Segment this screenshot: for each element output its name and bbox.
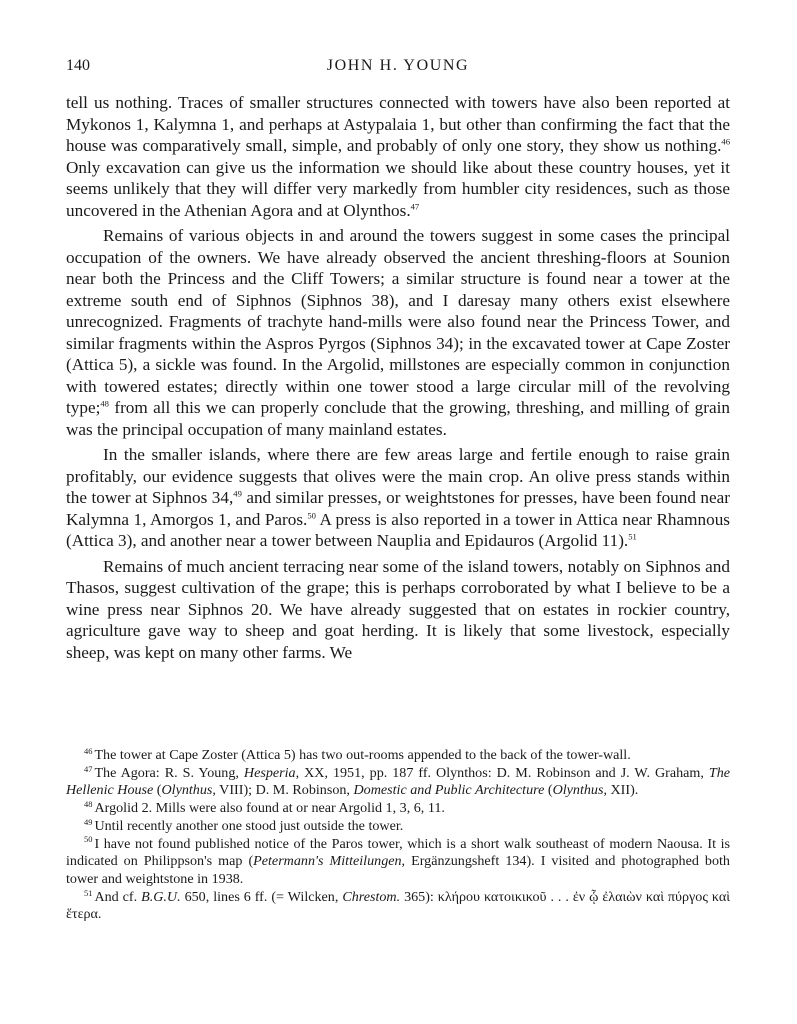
- footnote-ref[interactable]: 47: [410, 201, 420, 212]
- footnote-48: $^{48}$ Argolid 2. Mills were also found at or near Argolid 1, 3, 6, 11.: [84, 799, 445, 817]
- paragraph-2: Remains of various objects in and around the towers suggest in some cases the principal occupation of the owners. We have already observed the ancient threshing-floors at Sounion near both the Princess and the Cliff Towers; a similar structure is found near a tower at the extreme south end of Siphnos (Siphnos 38), and I daresay many others exist elsewhere unrecognized. Fragments of trachyte hand-mills were also found near the Princess Tower, and similar fragments within the Aspros Pyrgos (Siphnos 34); in the excavated tower at Cape Zoster (Attica 5), a sickle was found. In the Argolid, millstones are especially common in conjunction with towered estates; directly within one tower stood a large circular mill of the revolving type;$^{48}$ from all this we can properly conclude that the growing, threshing, and milling of grain was the principal occupation of many mainland estates.: [66, 226, 730, 439]
- footnote-ref[interactable]: 49: [233, 488, 242, 499]
- footnote-50: $^{50}$ I have not found published notice of the Paros tower, which is a short walk southeast of modern Naousa. It is indicated on Philippson's map (Petermann's Mitteilungen, Ergänzungsheft 134). I visited and photographed both tower and weightstone in 1938.: [66, 834, 730, 887]
- footnote-ref[interactable]: 51: [628, 531, 637, 542]
- paragraph-3: In the smaller islands, where there are few areas large and fertile enough to raise grain profitably, our evidence suggests that olives were the main crop. An olive press stands within the tower at Siphnos 34,49 and similar presses, or weightstones for presses, have been found near Kalymna 1, Amorgos 1, and Paros.$^{50}$ A press is also reported in a tower in Attica near Rhamnous (Attica 3), and another near a tower between Nauplia and Epidauros (Argolid 11).$^{51}$: [66, 445, 730, 550]
- paragraph-1: tell us nothing. Traces of smaller structures connected with towers have also been reported at Mykonos 1, Kalymna 1, and perhaps at Astypalaia 1, but other than confirming the fact that the house was comparatively small, simple, and probably of only one story, they show us nothing.$^{46}$ Only excavation can give us the information we should like about these country houses, yet it seems unlikely that they will differ very markedly from humbler city residences, such as those uncovered in the Athenian Agora and at Olynthos.$^{47}$: [66, 93, 730, 220]
- page-header: [66, 57, 730, 81]
- footnote-49: $^{49}$ Until recently another one stood just outside the tower.: [84, 816, 404, 834]
- footnote-ref[interactable]: 50: [307, 510, 316, 521]
- footnotes: [66, 747, 730, 924]
- footnote-47: $^{47}$ The Agora: R. S. Young, Hesperia, XX, 1951, pp. 187 ff. Olynthos: D. M. Robinson and J. W. Graham, The Hellenic House (Olynthus, VIII); D. M. Robinson, Domestic and Public Architecture (Olynthus, XII).: [66, 763, 730, 799]
- footnote-46: $^{46}$ The tower at Cape Zoster (Attica 5) has two out-rooms appended to the back of the tower-wall.: [84, 745, 631, 763]
- page-number: 140: [66, 57, 90, 74]
- paragraph-4: Remains of much ancient terracing near some of the island towers, notably on Siphnos and Thasos, suggest cultivation of the grape; this is perhaps corroborated by what I believe to be a wine press near Siphnos 20. We have already suggested that on estates in rockier country, agriculture gave way to sheep and goat herding. It is likely that some livestock, especially sheep, was kept on many other farms. We: [66, 556, 730, 662]
- footnote-51: $^{51}$ And cf. B.G.U. 650, lines 6 ff. (= Wilcken, Chrestom. 365): κλήρου κατοικικοῦ . . . ἐν ᾧ ἐλαιὼν καὶ πύργος καὶ ἕτερα.: [66, 887, 731, 923]
- footnote-ref[interactable]: 46: [721, 136, 730, 147]
- body-text: [66, 92, 730, 667]
- footnote-ref[interactable]: 48: [100, 398, 109, 409]
- running-title: JOHN H. YOUNG: [326, 57, 470, 74]
